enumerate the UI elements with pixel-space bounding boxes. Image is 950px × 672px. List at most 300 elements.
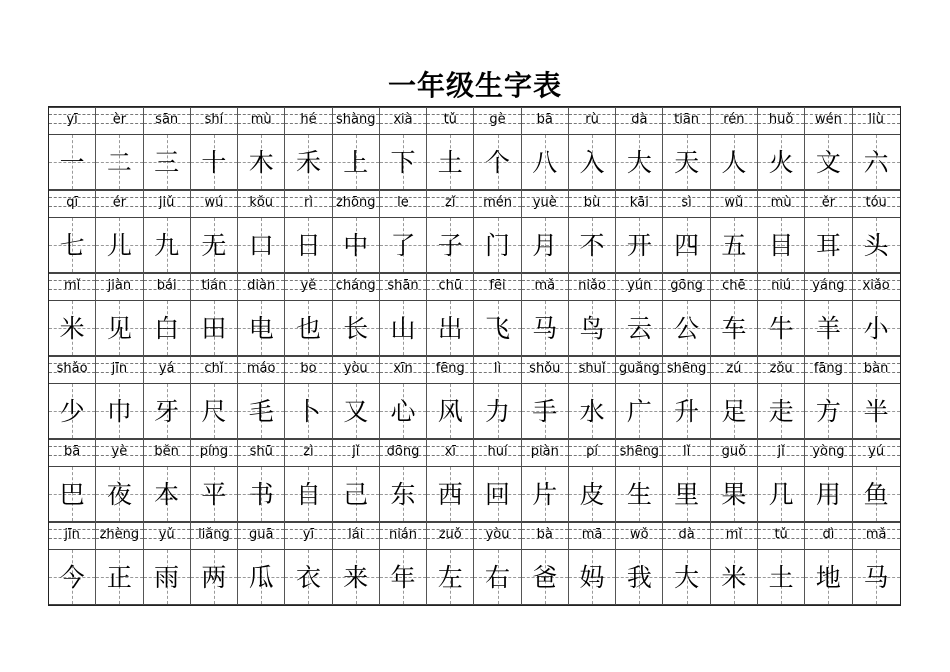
pinyin-text: shēng	[619, 444, 660, 459]
hanzi-cell	[758, 135, 805, 190]
hanzi-character: 电	[248, 314, 274, 343]
hanzi-character: 正	[106, 563, 132, 592]
pinyin-cell	[238, 107, 285, 135]
pinyin-text: yáng	[812, 278, 845, 293]
hanzi-character: 片	[532, 480, 558, 509]
hanzi-cell	[96, 301, 143, 356]
hanzi-character: 儿	[106, 231, 132, 260]
pinyin-cell	[191, 356, 238, 384]
hanzi-character: 心	[390, 397, 416, 426]
hanzi-cell	[616, 467, 663, 522]
hanzi-cell	[663, 135, 710, 190]
hanzi-cell	[522, 301, 569, 356]
pinyin-cell	[569, 190, 616, 218]
pinyin-text: dà	[631, 112, 648, 127]
hanzi-cell	[144, 135, 191, 190]
hanzi-cell	[427, 550, 474, 605]
pinyin-cell	[758, 107, 805, 135]
hanzi-character: 卜	[295, 397, 321, 426]
hanzi-character: 五	[721, 231, 747, 260]
hanzi-character: 尺	[201, 397, 227, 426]
pinyin-cell	[49, 522, 96, 550]
hanzi-cell	[427, 384, 474, 439]
hanzi-character: 走	[768, 397, 794, 426]
hanzi-cell	[144, 384, 191, 439]
hanzi-cell	[96, 135, 143, 190]
hanzi-character: 火	[768, 148, 794, 177]
pinyin-text: yuè	[532, 195, 557, 210]
hanzi-character: 八	[532, 148, 558, 177]
hanzi-character: 头	[863, 231, 889, 260]
hanzi-character: 瓜	[248, 563, 274, 592]
hanzi-character: 大	[626, 148, 652, 177]
hanzi-cell	[285, 135, 332, 190]
pinyin-text: xīn	[393, 361, 413, 376]
pinyin-cell	[380, 522, 427, 550]
hanzi-cell	[663, 301, 710, 356]
pinyin-cell	[427, 273, 474, 301]
hanzi-cell	[380, 135, 427, 190]
hanzi-cell	[474, 301, 521, 356]
hanzi-character: 自	[295, 480, 321, 509]
pinyin-text: wú	[204, 195, 224, 210]
hanzi-character: 夜	[106, 480, 132, 509]
pinyin-cell	[380, 356, 427, 384]
pinyin-cell	[191, 107, 238, 135]
pinyin-cell	[711, 190, 758, 218]
pinyin-cell	[238, 522, 285, 550]
pinyin-cell	[522, 273, 569, 301]
hanzi-character: 鸟	[579, 314, 605, 343]
pinyin-text: zì	[303, 444, 314, 459]
pinyin-text: yòng	[812, 444, 845, 459]
pinyin-text: yǔ	[158, 527, 175, 542]
pinyin-cell	[853, 273, 900, 301]
pinyin-text: le	[397, 195, 409, 210]
hanzi-character: 毛	[248, 397, 274, 426]
pinyin-cell	[49, 439, 96, 467]
pinyin-text: rén	[723, 112, 745, 127]
pinyin-text: guā	[248, 527, 274, 542]
pinyin-cell	[663, 522, 710, 550]
pinyin-text: cháng	[335, 278, 376, 293]
hanzi-cell	[238, 467, 285, 522]
pinyin-text: kǒu	[249, 195, 274, 210]
hanzi-cell	[144, 467, 191, 522]
pinyin-text: mù	[250, 112, 272, 127]
hanzi-row	[49, 384, 900, 439]
pinyin-text: yè	[111, 444, 128, 459]
character-table	[48, 106, 901, 606]
hanzi-cell	[191, 384, 238, 439]
pinyin-cell	[474, 190, 521, 218]
hanzi-character: 两	[201, 563, 227, 592]
pinyin-cell	[285, 190, 332, 218]
hanzi-character: 上	[343, 148, 369, 177]
hanzi-cell	[191, 218, 238, 273]
pinyin-text: jīn	[64, 527, 80, 542]
pinyin-text: lǐ	[682, 444, 691, 459]
pinyin-text: mǐ	[725, 527, 742, 542]
hanzi-character: 土	[768, 563, 794, 592]
hanzi-cell	[569, 550, 616, 605]
pinyin-text: huí	[487, 444, 508, 459]
pinyin-text: chǐ	[204, 361, 224, 376]
page-title: 一年级生字表	[387, 69, 562, 102]
pinyin-text: fāng	[813, 361, 843, 376]
hanzi-cell	[49, 384, 96, 439]
pinyin-cell	[853, 190, 900, 218]
pinyin-cell	[569, 356, 616, 384]
hanzi-cell	[474, 467, 521, 522]
pinyin-cell	[427, 107, 474, 135]
hanzi-character: 里	[674, 480, 700, 509]
pinyin-cell	[711, 522, 758, 550]
hanzi-character: 中	[343, 231, 369, 260]
pinyin-text: gè	[489, 112, 506, 127]
hanzi-character: 雨	[154, 563, 180, 592]
pinyin-text: bù	[583, 195, 601, 210]
pinyin-text: ěr	[821, 195, 836, 210]
pinyin-text: liǎng	[198, 527, 230, 542]
hanzi-cell	[711, 301, 758, 356]
pinyin-cell	[380, 190, 427, 218]
pinyin-cell	[427, 356, 474, 384]
hanzi-cell	[522, 550, 569, 605]
hanzi-character: 口	[248, 231, 274, 260]
hanzi-row	[49, 301, 900, 356]
hanzi-cell	[758, 467, 805, 522]
pinyin-text: liù	[868, 112, 884, 127]
pinyin-text: bà	[536, 527, 553, 542]
pinyin-cell	[569, 107, 616, 135]
pinyin-text: chē	[722, 278, 746, 293]
hanzi-character: 升	[674, 397, 700, 426]
hanzi-cell	[522, 467, 569, 522]
pinyin-text: yě	[300, 278, 317, 293]
hanzi-character: 米	[59, 314, 85, 343]
hanzi-cell	[805, 467, 852, 522]
hanzi-cell	[285, 384, 332, 439]
pinyin-text: mén	[483, 195, 512, 210]
hanzi-cell	[285, 301, 332, 356]
pinyin-cell	[616, 522, 663, 550]
hanzi-character: 牙	[154, 397, 180, 426]
pinyin-cell	[474, 107, 521, 135]
hanzi-character: 田	[201, 314, 227, 343]
hanzi-cell	[805, 550, 852, 605]
hanzi-character: 力	[485, 397, 511, 426]
pinyin-cell	[663, 273, 710, 301]
hanzi-cell	[474, 550, 521, 605]
pinyin-text: èr	[112, 112, 127, 127]
pinyin-cell	[49, 107, 96, 135]
hanzi-character: 今	[59, 563, 85, 592]
hanzi-cell	[285, 467, 332, 522]
pinyin-cell	[144, 439, 191, 467]
pinyin-cell	[380, 273, 427, 301]
hanzi-cell	[711, 135, 758, 190]
hanzi-character: 耳	[815, 231, 841, 260]
hanzi-cell	[853, 467, 900, 522]
pinyin-text: pí	[586, 444, 598, 459]
hanzi-character: 大	[674, 563, 700, 592]
pinyin-text: yī	[66, 112, 78, 127]
pinyin-text: yún	[627, 278, 652, 293]
hanzi-cell	[616, 550, 663, 605]
hanzi-cell	[427, 218, 474, 273]
pinyin-cell	[616, 190, 663, 218]
pinyin-cell	[711, 107, 758, 135]
hanzi-cell	[333, 135, 380, 190]
hanzi-cell	[616, 218, 663, 273]
hanzi-character: 书	[248, 480, 274, 509]
hanzi-cell	[427, 467, 474, 522]
hanzi-cell	[380, 384, 427, 439]
hanzi-cell	[96, 550, 143, 605]
pinyin-text: shān	[387, 278, 419, 293]
pinyin-cell	[191, 190, 238, 218]
pinyin-cell	[49, 273, 96, 301]
hanzi-character: 长	[343, 314, 369, 343]
hanzi-character: 来	[343, 563, 369, 592]
hanzi-character: 月	[532, 231, 558, 260]
hanzi-cell	[380, 467, 427, 522]
pinyin-text: jiàn	[107, 278, 132, 293]
pinyin-text: mā	[581, 527, 603, 542]
hanzi-character: 西	[437, 480, 463, 509]
pinyin-cell	[758, 356, 805, 384]
hanzi-cell	[663, 550, 710, 605]
pinyin-cell	[285, 107, 332, 135]
pinyin-text: jǐ	[352, 444, 360, 459]
hanzi-character: 又	[343, 397, 369, 426]
pinyin-text: niǎo	[578, 278, 606, 293]
pinyin-text: wǒ	[630, 527, 649, 542]
pinyin-cell	[522, 356, 569, 384]
pinyin-cell	[144, 356, 191, 384]
hanzi-character: 巴	[59, 480, 85, 509]
pinyin-cell	[758, 273, 805, 301]
pinyin-cell	[805, 107, 852, 135]
hanzi-character: 巾	[106, 397, 132, 426]
pinyin-cell	[333, 190, 380, 218]
hanzi-cell	[758, 218, 805, 273]
pinyin-cell	[285, 356, 332, 384]
hanzi-cell	[49, 467, 96, 522]
hanzi-cell	[853, 301, 900, 356]
hanzi-cell	[144, 218, 191, 273]
pinyin-cell	[285, 522, 332, 550]
pinyin-text: yú	[868, 444, 885, 459]
pinyin-text: xià	[393, 112, 413, 127]
hanzi-character: 马	[863, 563, 889, 592]
pinyin-text: tiān	[674, 112, 700, 127]
pinyin-cell	[758, 190, 805, 218]
pinyin-text: guǎng	[618, 361, 660, 376]
hanzi-character: 少	[59, 397, 85, 426]
hanzi-cell	[805, 384, 852, 439]
hanzi-character: 用	[815, 480, 841, 509]
pinyin-row	[49, 190, 900, 218]
pinyin-cell	[474, 439, 521, 467]
pinyin-cell	[238, 356, 285, 384]
pinyin-row	[49, 107, 900, 135]
pinyin-text: nián	[388, 527, 418, 542]
hanzi-cell	[285, 550, 332, 605]
hanzi-character: 开	[626, 231, 652, 260]
pinyin-row	[49, 273, 900, 301]
pinyin-cell	[805, 190, 852, 218]
hanzi-character: 马	[532, 314, 558, 343]
hanzi-cell	[191, 467, 238, 522]
hanzi-cell	[333, 384, 380, 439]
hanzi-character: 云	[626, 314, 652, 343]
pinyin-cell	[853, 522, 900, 550]
hanzi-cell	[49, 301, 96, 356]
hanzi-character: 几	[768, 480, 794, 509]
hanzi-character: 不	[579, 231, 605, 260]
hanzi-cell	[569, 301, 616, 356]
pinyin-text: dì	[822, 527, 835, 542]
hanzi-character: 风	[437, 397, 463, 426]
hanzi-cell	[805, 301, 852, 356]
pinyin-cell	[96, 439, 143, 467]
pinyin-cell	[569, 273, 616, 301]
hanzi-cell	[663, 384, 710, 439]
hanzi-character: 东	[390, 480, 416, 509]
pinyin-cell	[238, 439, 285, 467]
hanzi-cell	[96, 218, 143, 273]
hanzi-character: 二	[106, 148, 132, 177]
hanzi-character: 个	[485, 148, 511, 177]
hanzi-cell	[474, 384, 521, 439]
hanzi-cell	[758, 550, 805, 605]
hanzi-character: 门	[485, 231, 511, 260]
pinyin-cell	[333, 107, 380, 135]
hanzi-character: 文	[815, 148, 841, 177]
pinyin-text: sì	[681, 195, 692, 210]
pinyin-cell	[805, 439, 852, 467]
pinyin-text: bā	[536, 112, 553, 127]
hanzi-cell	[144, 301, 191, 356]
hanzi-cell	[569, 467, 616, 522]
hanzi-character: 方	[815, 397, 841, 426]
pinyin-cell	[144, 522, 191, 550]
pinyin-text: zǐ	[445, 195, 456, 210]
hanzi-cell	[758, 301, 805, 356]
pinyin-cell	[474, 522, 521, 550]
hanzi-character: 一	[59, 148, 85, 177]
hanzi-character: 水	[579, 397, 605, 426]
pinyin-cell	[522, 522, 569, 550]
pinyin-cell	[144, 107, 191, 135]
hanzi-cell	[522, 218, 569, 273]
hanzi-character: 公	[674, 314, 700, 343]
hanzi-character: 本	[154, 480, 180, 509]
hanzi-character: 了	[390, 231, 416, 260]
hanzi-cell	[285, 218, 332, 273]
pinyin-text: huǒ	[768, 112, 794, 127]
pinyin-text: guǒ	[721, 444, 747, 459]
pinyin-text: ér	[112, 195, 127, 210]
pinyin-cell	[711, 439, 758, 467]
hanzi-character: 出	[437, 314, 463, 343]
pinyin-cell	[96, 273, 143, 301]
pinyin-text: mù	[770, 195, 792, 210]
hanzi-cell	[853, 550, 900, 605]
hanzi-row	[49, 550, 900, 605]
hanzi-cell	[49, 135, 96, 190]
pinyin-text: tián	[201, 278, 227, 293]
hanzi-cell	[569, 135, 616, 190]
pinyin-cell	[805, 356, 852, 384]
pinyin-cell	[616, 439, 663, 467]
pinyin-text: xiǎo	[862, 278, 890, 293]
hanzi-cell	[616, 384, 663, 439]
pinyin-text: mǎ	[865, 527, 887, 542]
pinyin-cell	[427, 190, 474, 218]
pinyin-cell	[333, 522, 380, 550]
hanzi-cell	[711, 550, 758, 605]
hanzi-character: 果	[721, 480, 747, 509]
hanzi-character: 左	[437, 563, 463, 592]
pinyin-text: zǒu	[769, 361, 793, 376]
hanzi-cell	[853, 218, 900, 273]
hanzi-cell	[663, 218, 710, 273]
pinyin-cell	[853, 107, 900, 135]
pinyin-row	[49, 522, 900, 550]
hanzi-cell	[474, 218, 521, 273]
pinyin-cell	[663, 439, 710, 467]
hanzi-cell	[663, 467, 710, 522]
pinyin-cell	[853, 356, 900, 384]
pinyin-text: tǔ	[443, 112, 457, 127]
pinyin-text: diàn	[247, 278, 276, 293]
pinyin-cell	[238, 190, 285, 218]
pinyin-text: kāi	[629, 195, 649, 210]
pinyin-cell	[191, 522, 238, 550]
hanzi-cell	[380, 218, 427, 273]
hanzi-character: 皮	[579, 480, 605, 509]
pinyin-text: yòu	[485, 527, 510, 542]
hanzi-cell	[569, 218, 616, 273]
pinyin-text: zhèng	[99, 527, 140, 542]
hanzi-cell	[569, 384, 616, 439]
pinyin-cell	[522, 107, 569, 135]
hanzi-character: 人	[721, 148, 747, 177]
hanzi-character: 飞	[485, 314, 511, 343]
pinyin-cell	[569, 522, 616, 550]
pinyin-text: bā	[64, 444, 81, 459]
hanzi-cell	[711, 384, 758, 439]
pinyin-text: piàn	[530, 444, 559, 459]
hanzi-character: 爸	[532, 563, 558, 592]
pinyin-cell	[427, 439, 474, 467]
pinyin-text: rù	[585, 112, 599, 127]
pinyin-cell	[474, 356, 521, 384]
hanzi-character: 入	[579, 148, 605, 177]
pinyin-cell	[49, 190, 96, 218]
pinyin-cell	[711, 356, 758, 384]
hanzi-character: 车	[721, 314, 747, 343]
hanzi-cell	[758, 384, 805, 439]
hanzi-row	[49, 467, 900, 522]
hanzi-character: 下	[390, 148, 416, 177]
hanzi-character: 己	[343, 480, 369, 509]
hanzi-cell	[805, 218, 852, 273]
pinyin-text: jiǔ	[158, 195, 175, 210]
